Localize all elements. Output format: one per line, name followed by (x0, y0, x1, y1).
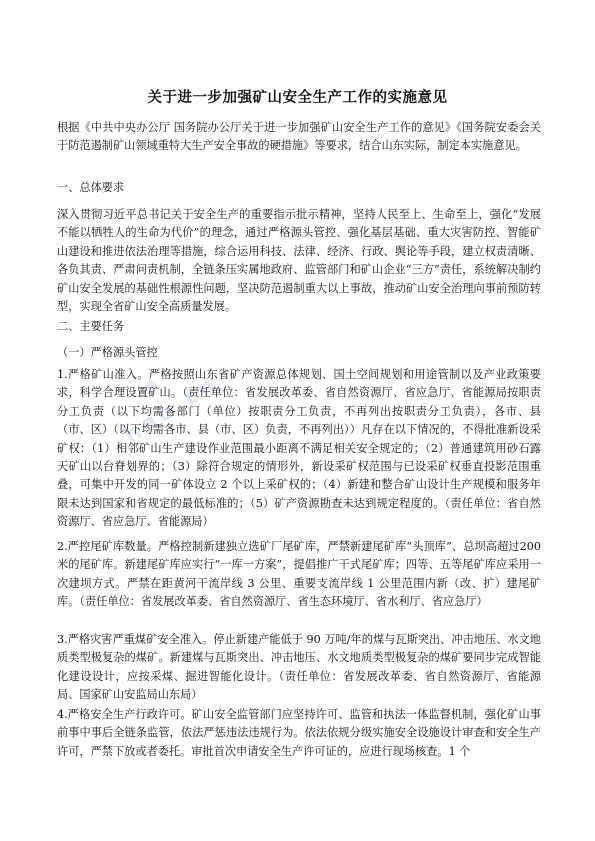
watermark: hao.cn (119, 370, 224, 449)
document-title: 关于进一步加强矿山安全生产工作的实施意见 (147, 89, 448, 106)
section-1-body: 深入贯彻习近平总书记关于安全生产的重要指示批示精神，坚持人民至上、生命至上，强化“发展不能以牺牲人的生命为代价”的理念，通过严格源头管控、强化基层基础、重大灾害防控、智能矿山建设和推进依法治理等措施，综合运用科技、法律、经济、行政、舆论等手段，建立权责清晰、各负其责、严肃问责机制，全链条压实属地政府、监管部门和矿山企业“三方”责任，系统解决制约矿山安全发展的基础性根源性问题，坚决防范遏制重大以上事故，推动矿山安全治理向事前预防转型，实现全省矿山安全高质量发展。 (57, 208, 541, 314)
subsection-1-heading: （一）严格源头管控 (57, 346, 158, 359)
intro-paragraph: 根据《中共中央办公厅 国务院办公厅关于进一步加强矿山安全生产工作的意见》《国务院安委会关于防范遏制矿山领域重特大生产安全事故的硬措施》等要求，结合山东实际，制定本实施意见。 (57, 121, 541, 153)
section-1-heading: 一、总体要求 (57, 181, 125, 194)
task-item-2: 2.严控尾矿库数量。严格控制新建独立选矿厂尾矿库，严禁新建尾矿库“头顶库”、总坝高超过200米的尾矿库。新建尾矿库应实行“一库一方案”，提倡推广干式尾矿库；四等、五等尾矿库应采用一次建坝方式。严禁在距黄河干流岸线 3 公里、重要支流岸线 1 公里范围内新（改、扩）建尾矿库。（责任单位：省发展改革委、省自然资源厅、省生态环境厅、省水利厅、省应急厅） (57, 540, 541, 609)
task-item-4: 4.严格安全生产行政许可。矿山安全监管部门应坚持许可、监管和执法一体监督机制，强化矿山事前事中事后全链条监管，依法严惩违法违规行为。依法依规分级实施安全设施设计审查和安全生产许可，严禁下放或者委托。审批首次申请安全生产许可证的，应进行现场核查。1 个 (57, 708, 541, 758)
task-item-3: 3.严格灾害严重煤矿安全准入。停止新建产能低于 90 万吨/年的煤与瓦斯突出、冲击地压、水文地质类型极复杂的煤矿。新建煤与瓦斯突出、冲击地压、水文地质类型极复杂的煤矿要同步完成智能化建设设计，应按采煤、掘进智能化设计。（责任单位：省发展改革委、省自然资源厅、省能源局、国家矿山安监局山东局） (57, 633, 541, 702)
section-2-heading: 二、主要任务 (57, 320, 125, 333)
task-item-1: 1.严格矿山准入。严格按照山东省矿产资源总体规划、国土空间规划和用途管制以及产业政策要求，科学合理设置矿山。（责任单位：省发展改革委、省自然资源厅、省应急厅、省能源局按职责分工负责（以下均需各部门（单位）按职责分工负责，不再列出按职责分工负责），各市、县（市、区）（以下均需各市、县（市、区）负责，不再列出））凡存在以下情况的，不得批准新设采矿权：（1）相邻矿山生产建设作业范围最小距离不满足相关安全规定的；（2）普通建筑用砂石露天矿山以台脊划界的；（3）除符合规定的情形外，新设采矿权范围与已设采矿权垂直投影范围重叠，可集中开发的同一矿体设立 2 个以上采矿权的；（4）新建和整合矿山设计生产规模和服务年限未达到国家和省规定的最低标准的；（5）矿产资源勘查未达到规定程度的。（责任单位：省自然资源厅、省应急厅、省能源局） (57, 368, 541, 529)
